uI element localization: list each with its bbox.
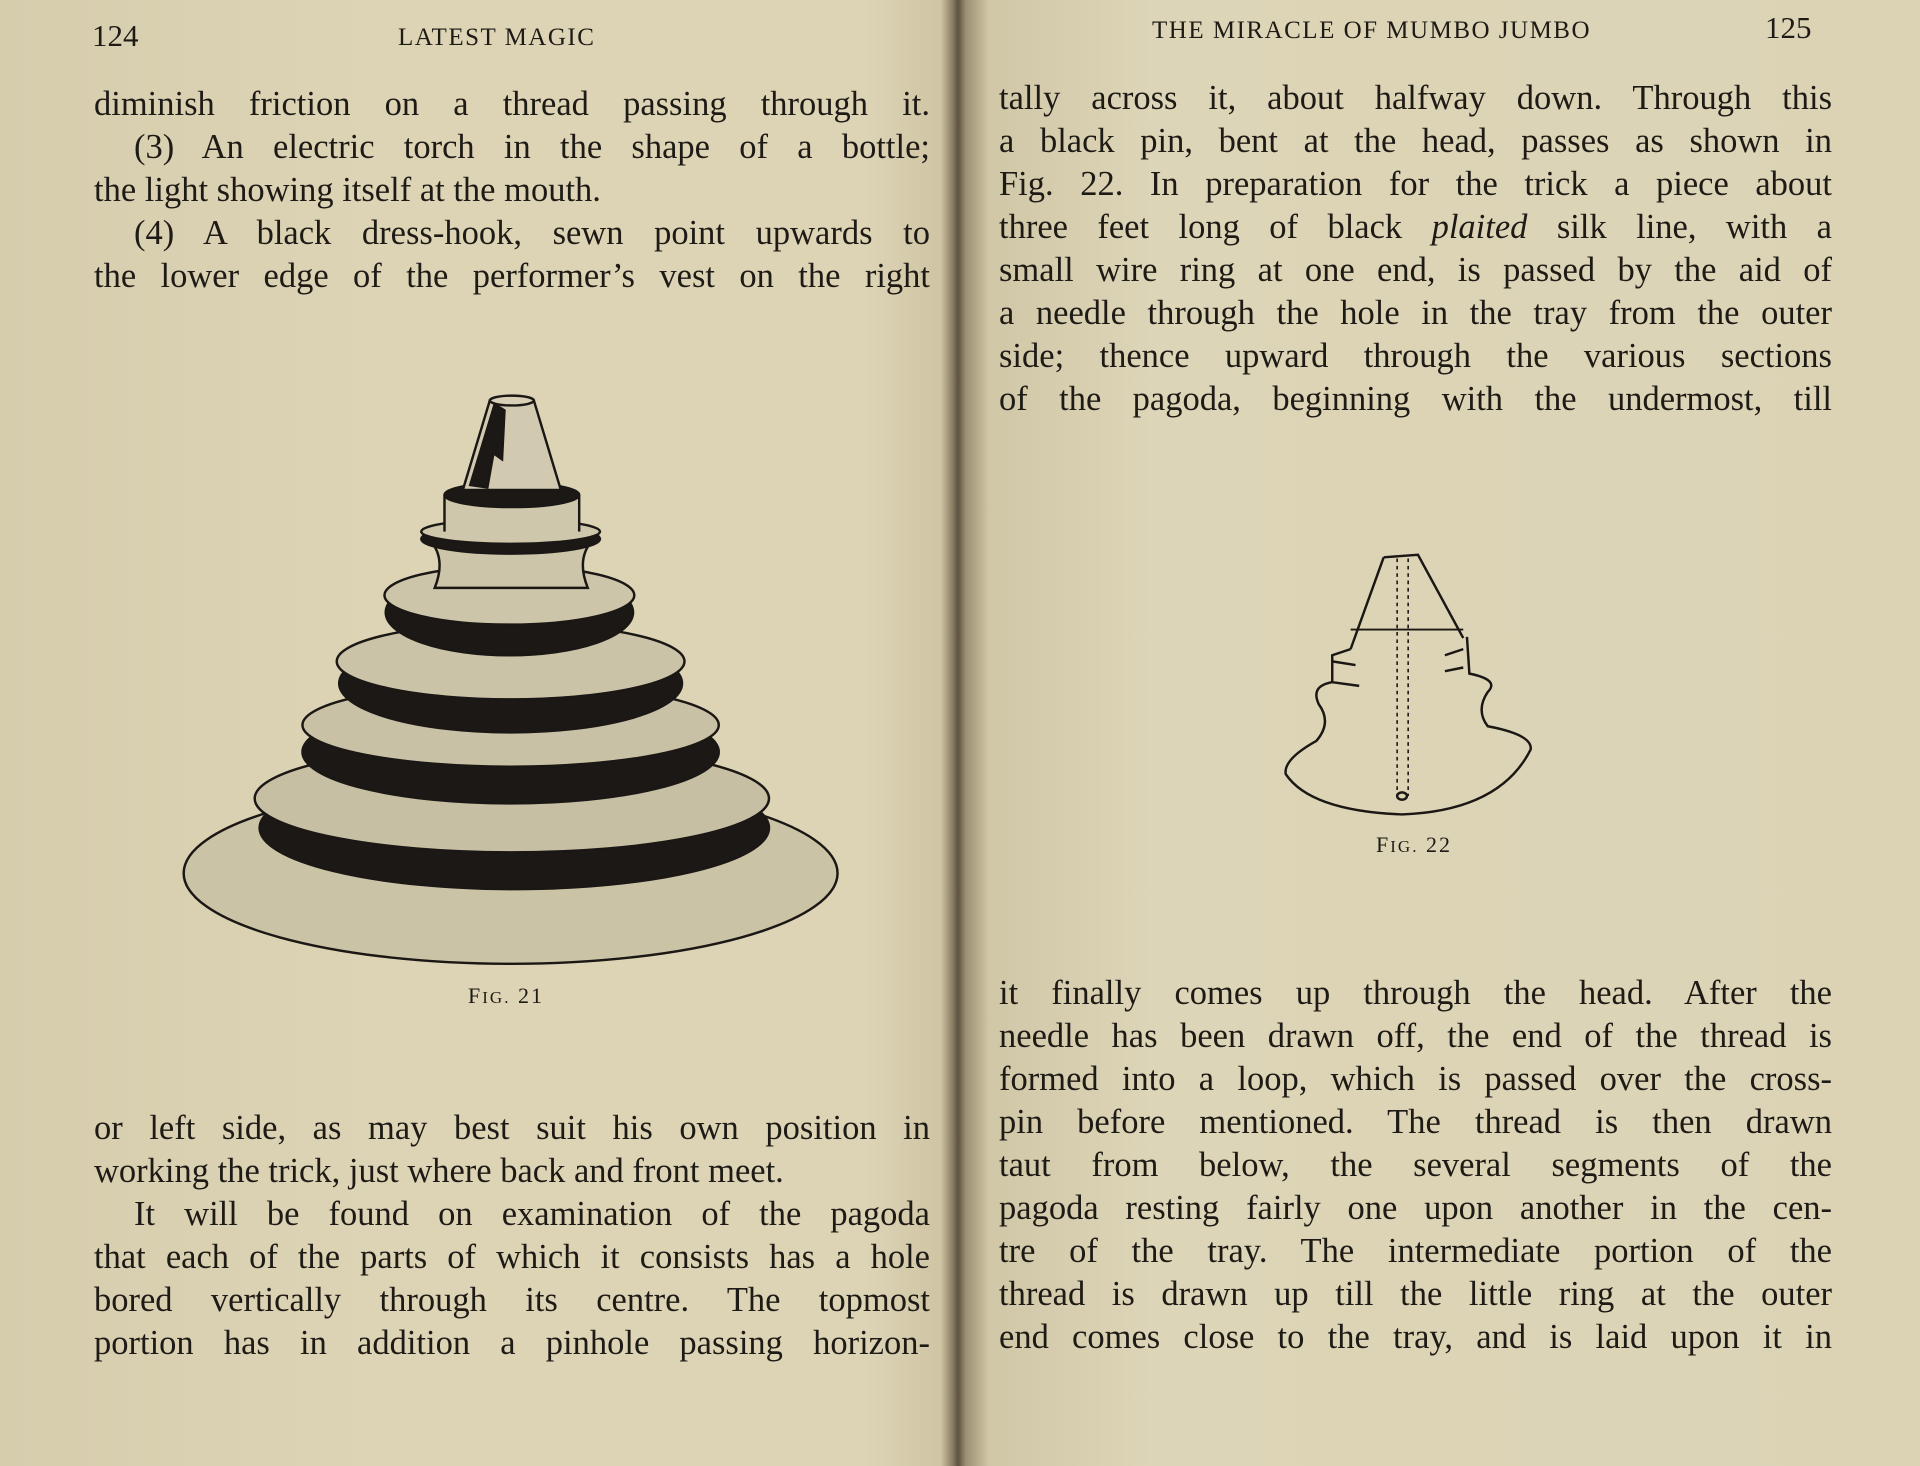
right-page-number: 125 [1765,10,1812,45]
text-line: or left side, as may best suit his own position in [94,1109,930,1147]
text-line: needle has been drawn off, the end of the thread is [999,1017,1832,1055]
text-line: (4) A black dress-hook, sewn point upwards to [134,214,930,252]
text-line: of the pagoda, beginning with the undermost, till [999,380,1832,418]
right-running-head: THE MIRACLE OF MUMBO JUMBO [1152,17,1592,44]
text-line: the light showing itself at the mouth. [94,171,601,209]
text-line: formed into a loop, which is passed over the cross- [999,1060,1832,1098]
figure-number: 21 [517,983,544,1008]
text-line: side; thence upward through the various sections [999,337,1832,375]
text-line: small wire ring at one end, is passed by the aid of [999,251,1832,289]
caption-smallcaps: IG. [1390,837,1419,856]
text-line: pin before mentioned. The thread is then drawn [999,1103,1832,1141]
caption-letter: F [468,983,483,1008]
caption-smallcaps: IG. [482,988,511,1007]
text-line: that each of the parts of which it consists has a hole [94,1238,930,1276]
text-segment: silk line, with a [1527,208,1832,246]
left-page-number: 124 [92,18,139,53]
text-line [999,207,1832,247]
figure-21-caption [468,983,544,1009]
left-running-head: LATEST MAGIC [398,24,596,51]
text-line: working the trick, just where back and front meet. [94,1152,784,1190]
text-line: thread is drawn up till the little ring at the outer [999,1275,1832,1313]
text-line: end comes close to the tray, and is laid upon it in [999,1318,1832,1356]
italic-word: plaited [1431,208,1528,246]
text-line: Fig. 22. In preparation for the trick a piece about [999,165,1832,203]
text-line: it finally comes up through the head. After the [999,974,1832,1012]
text-segment: three feet long of black [999,208,1432,246]
text-line: a needle through the hole in the tray from the outer [999,294,1832,332]
figure-number: 22 [1425,832,1452,857]
text-line: diminish friction on a thread passing through it. [94,85,930,123]
caption-letter: F [1376,832,1391,857]
text-line: taut from below, the several segments of the [999,1146,1832,1184]
text-line: tally across it, about halfway down. Through this [999,79,1832,117]
text-line: It will be found on examination of the pagoda [134,1195,930,1233]
text-line: tre of the tray. The intermediate portion of the [999,1232,1832,1270]
figure-22-caption [1376,832,1452,858]
text-line: the lower edge of the performer’s vest on the right [94,257,930,295]
text-line: portion has in addition a pinhole passing horizon- [94,1324,930,1362]
text-line: a black pin, bent at the head, passes as shown in [999,122,1832,160]
text-line: bored vertically through its centre. The topmost [94,1281,930,1319]
text-line: (3) An electric torch in the shape of a bottle; [134,128,930,166]
text-line: pagoda resting fairly one upon another in the cen- [999,1189,1832,1227]
